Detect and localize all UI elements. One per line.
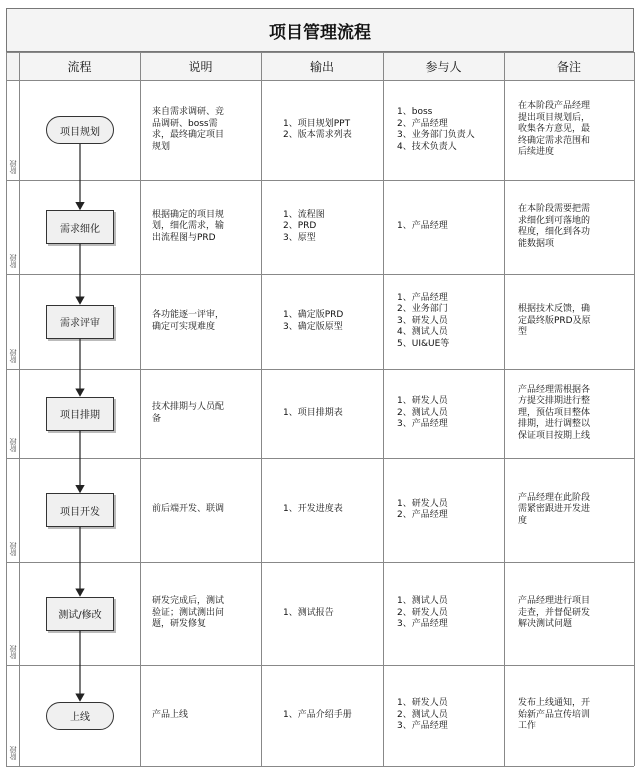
cell-output: 1、测试报告 [283, 607, 334, 618]
stage-label: 阶段 [9, 746, 17, 760]
flow-node-3: 需求评审 [46, 305, 114, 339]
cell-people: 1、研发人员 2、测试人员 3、产品经理 [397, 698, 448, 732]
stage-label: 阶段 [9, 645, 17, 659]
flow-node-2: 需求细化 [46, 210, 114, 244]
column-header: 参与人 [383, 52, 504, 80]
cell-output: 1、项目规划PPT 2、版本需求列表 [283, 118, 352, 140]
cell-desc: 技术排期与人员配 备 [152, 402, 225, 424]
cell-note: 产品经理进行项目 走查，并督促研发 解决测试问题 [518, 596, 591, 630]
cell-desc: 来自需求调研、竞 品调研、boss需 求，最终确定项目 规划 [152, 107, 225, 152]
column-header: 流程 [19, 52, 140, 80]
stage-label: 阶段 [9, 542, 17, 556]
cell-note: 产品经理在此阶段 需紧密跟进开发进 度 [518, 492, 591, 526]
cell-people: 1、boss 2、产品经理 3、业务部门负责人 4、技术负责人 [397, 107, 475, 152]
cell-desc: 根据确定的项目规 划，细化需求，输 出流程图与PRD [152, 209, 225, 243]
stage-label: 阶段 [9, 254, 17, 268]
cell-people: 1、产品经理 [397, 221, 448, 232]
cell-people: 1、测试人员 2、研发人员 3、产品经理 [397, 596, 448, 630]
page-title: 项目管理流程 [6, 8, 634, 52]
cell-desc: 前后端开发、联调 [152, 504, 225, 515]
stage-label: 阶段 [9, 160, 17, 174]
stage-label: 阶段 [9, 438, 17, 452]
cell-output: 1、流程图 2、PRD 3、原型 [283, 209, 325, 243]
flow-node-6: 测试/修改 [46, 597, 114, 631]
cell-people: 1、产品经理 2、业务部门 3、研发人员 4、测试人员 5、UI&UE等 [397, 292, 450, 349]
cell-output: 1、确定版PRD 3、确定版原型 [283, 310, 344, 332]
column-header: 备注 [504, 52, 634, 80]
cell-note: 在本阶段需要把需 求细化到可落地的 程度，细化到各功 能数据项 [518, 204, 591, 249]
stage-label: 阶段 [9, 349, 17, 363]
column-header: 说明 [140, 52, 261, 80]
cell-note: 发布上线通知，开 始新产品宣传培训 工作 [518, 698, 591, 732]
cell-desc: 研发完成后，测试 验证；测试测出问 题，研发修复 [152, 596, 225, 630]
cell-output: 1、产品介绍手册 [283, 709, 352, 720]
cell-note: 在本阶段产品经理 提出项目规划后， 收集各方意见，最 终确定需求范围和 后续进度 [518, 101, 591, 158]
cell-desc: 产品上线 [152, 709, 189, 720]
flow-node-5: 项目开发 [46, 493, 114, 527]
cell-note: 根据技术反馈，确 定最终版PRD及原 型 [518, 304, 591, 338]
cell-output: 1、项目排期表 [283, 407, 343, 418]
cell-output: 1、开发进度表 [283, 504, 343, 515]
column-header: 输出 [261, 52, 383, 80]
flow-node-7: 上线 [46, 702, 114, 730]
cell-people: 1、研发人员 2、测试人员 3、产品经理 [397, 396, 448, 430]
cell-people: 1、研发人员 2、产品经理 [397, 498, 448, 520]
flow-node-4: 项目排期 [46, 397, 114, 431]
cell-note: 产品经理需根据各 方提交排期进行整 理，预估项目整体 排期，进行调整以 保证项目按期上线 [518, 384, 591, 441]
cell-desc: 各功能逐一评审， 确定可实现难度 [152, 310, 225, 332]
flow-node-1: 项目规划 [46, 116, 114, 144]
